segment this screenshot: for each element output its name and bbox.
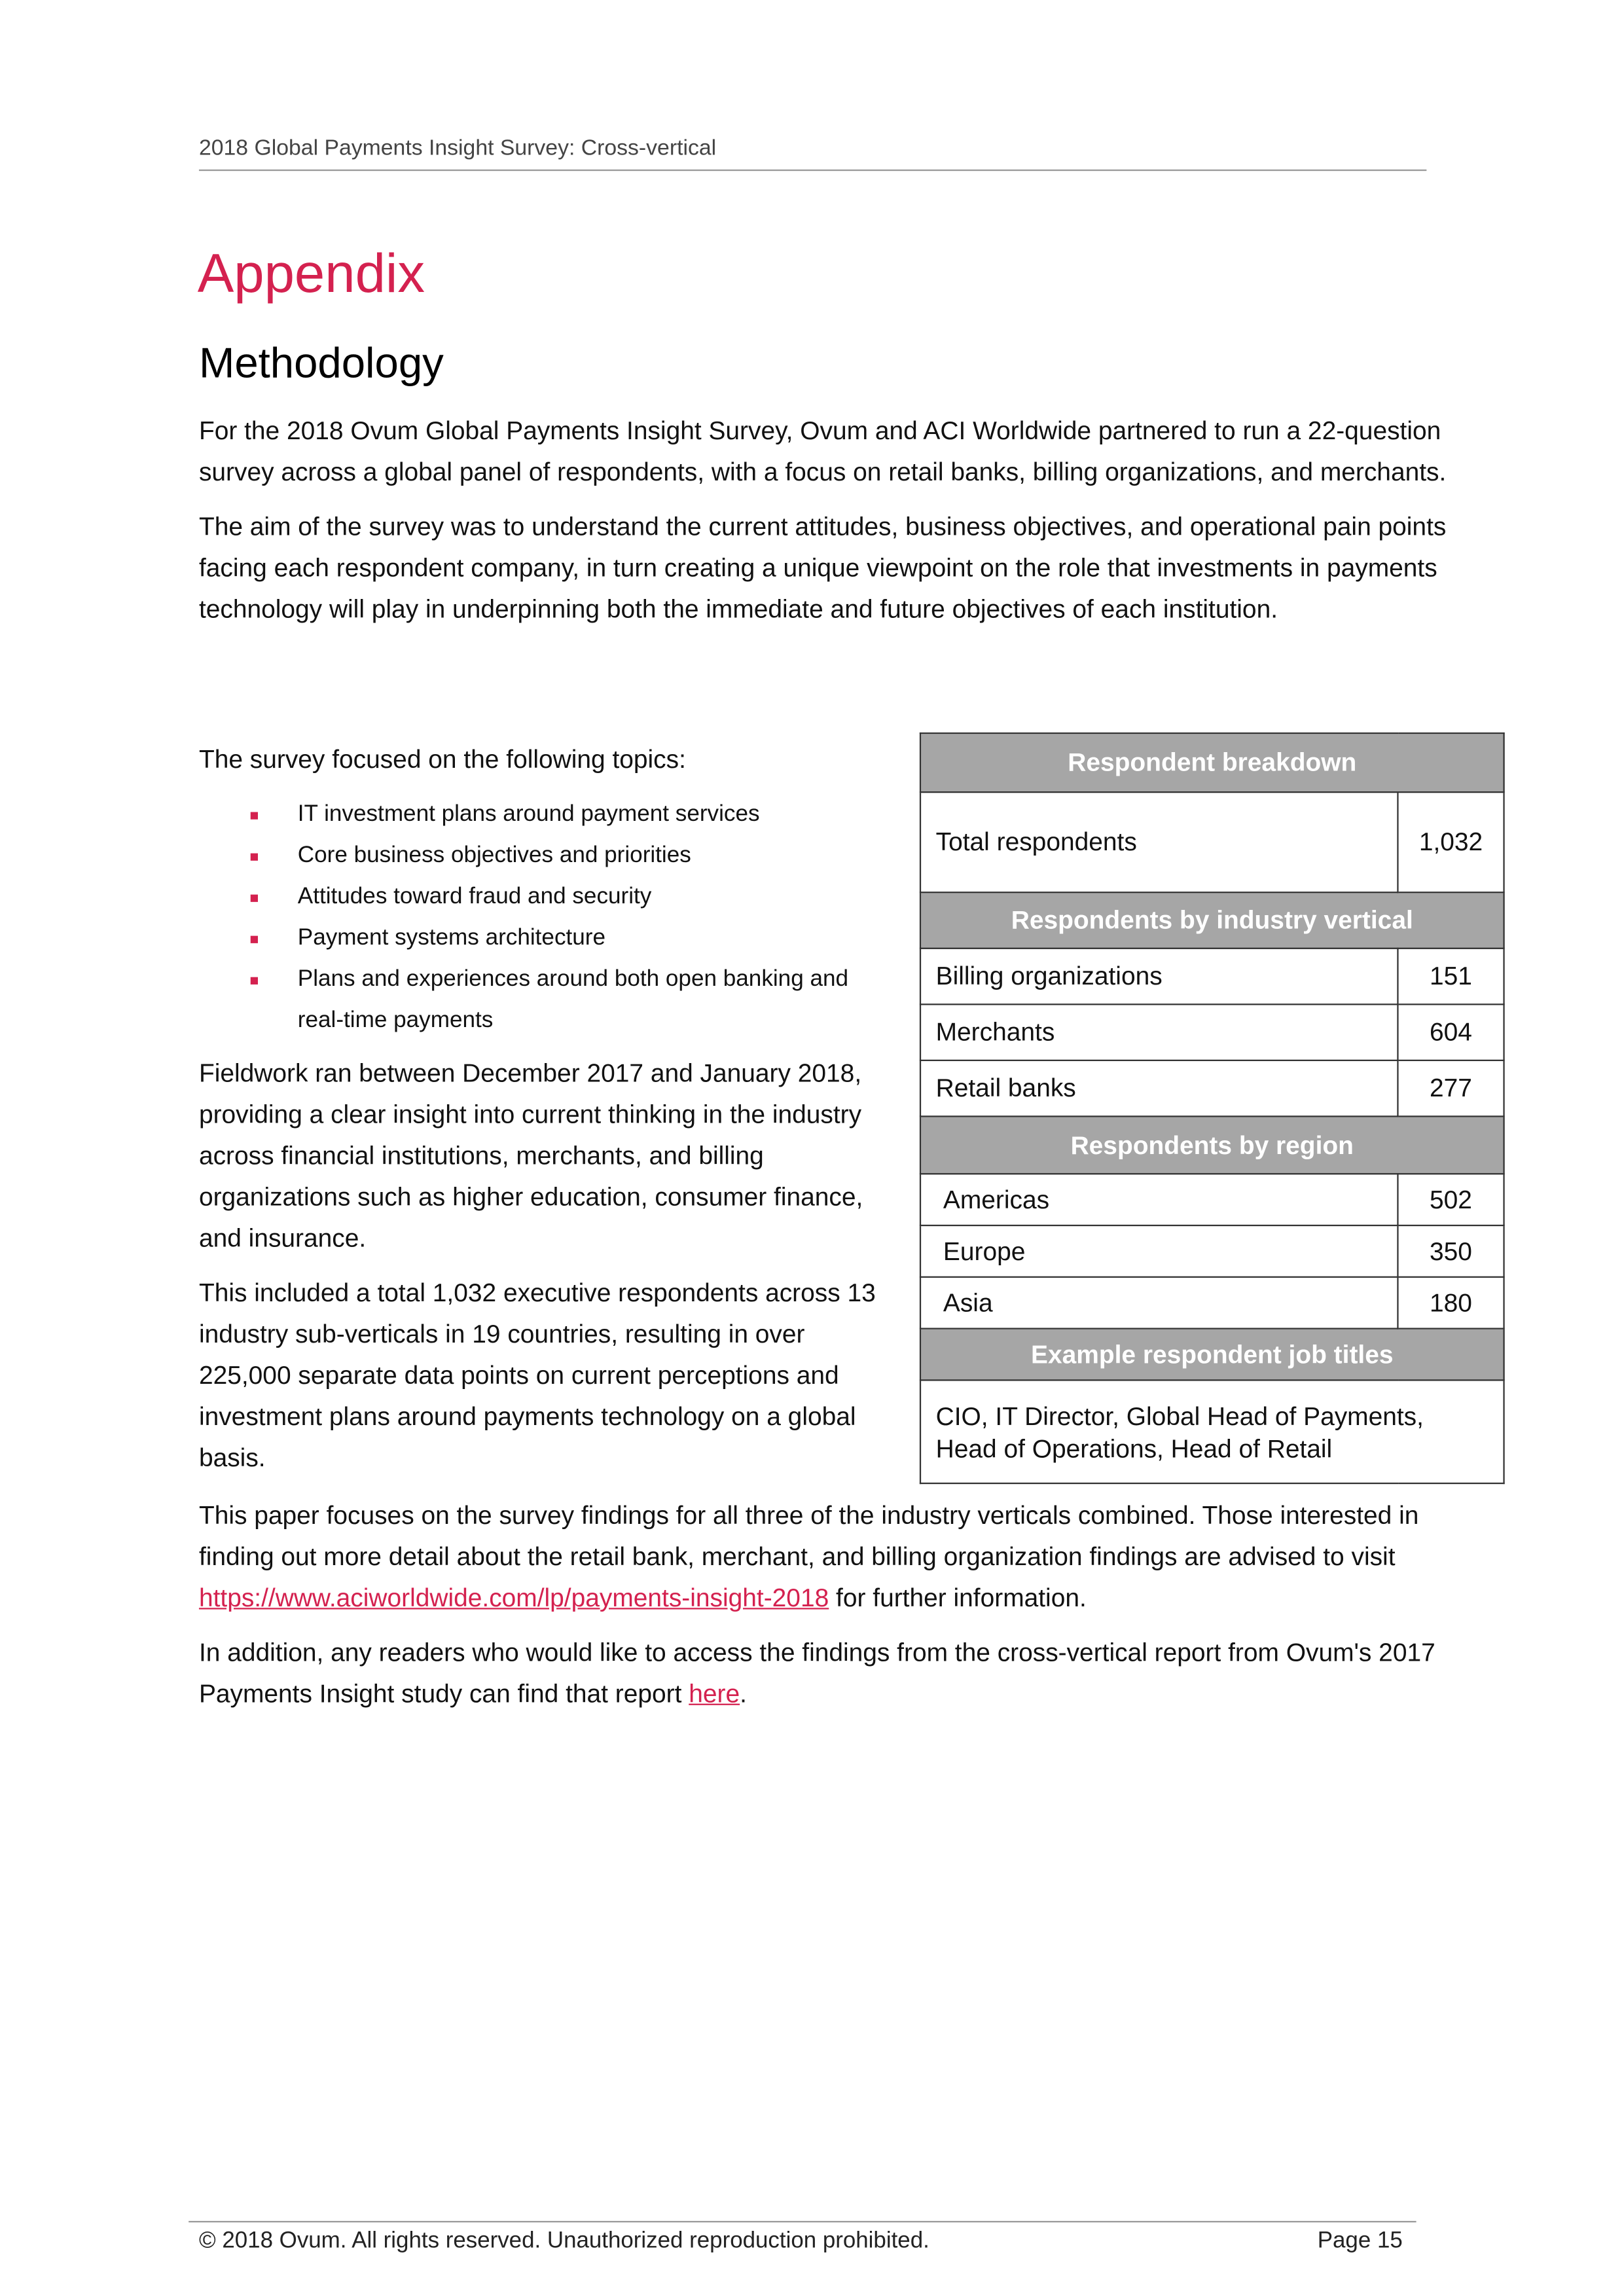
bullet-icon <box>251 854 258 861</box>
list-item: Core business objectives and priorities <box>199 836 862 877</box>
list-item: Payment systems architecture <box>199 918 862 960</box>
table-header: Example respondent job titles <box>920 1329 1504 1381</box>
topics-list <box>199 795 862 1042</box>
respondent-breakdown-table <box>920 732 1505 1484</box>
running-header: 2018 Global Payments Insight Survey: Cross-vertical <box>198 136 717 161</box>
bullet-icon <box>251 812 258 820</box>
paragraph-2017-report: In addition, any readers who would like to access the findings from the cross-vertical report from Ovum's 2017 Payments Insight study can find that report here. <box>198 1637 1435 1708</box>
table-header: Respondent breakdown <box>920 733 1504 792</box>
list-item: Plans and experiences around both open banking and real-time payments <box>199 960 862 1042</box>
bullet-icon <box>251 977 258 985</box>
table-row: Merchants 604 <box>920 1004 1504 1060</box>
page-number: Page 15 <box>1317 2228 1403 2254</box>
table-header: Respondents by industry vertical <box>920 892 1504 949</box>
table-row: CIO, IT Director, Global Head of Payments, Head of Operations, Head of Retail <box>920 1380 1504 1483</box>
list-item: Attitudes toward fraud and security <box>199 877 862 918</box>
table-row: Asia 180 <box>920 1277 1504 1329</box>
paragraph-fieldwork: Fieldwork ran between December 2017 and January 2018, providing a clear insight into current thinking in the industry across financial institutions, merchants, and billing organizations such as higher education, consumer finance, and insurance. <box>198 1058 863 1253</box>
table-row: Total respondents 1,032 <box>920 792 1504 892</box>
table-row: Americas 502 <box>920 1174 1504 1225</box>
header-divider <box>199 170 1426 171</box>
footer-copyright: © 2018 Ovum. All rights reserved. Unauthorized reproduction prohibited. <box>198 2228 929 2254</box>
table-row: Retail banks 277 <box>920 1060 1504 1117</box>
bullet-icon <box>251 895 258 902</box>
paragraph-respondents: This included a total 1,032 executive respondents across 13 industry sub-verticals in 19 countries, resulting in over 225,000 separate data points on current perceptions and investment plans around payments technology on a global basis. <box>198 1277 876 1473</box>
payments-insight-link[interactable]: https://www.aciworldwide.com/lp/payments-insight-2018 <box>198 1583 829 1613</box>
paragraph-focus: This paper focuses on the survey findings for all three of the industry verticals combined. Those interested in finding out more detail about the retail bank, merchant, and billing organization findings are advised to visit https://www.aciworldwide.com/lp/payments-insight-2018 for further information. <box>198 1500 1419 1613</box>
footer-divider <box>189 2221 1416 2222</box>
list-item: IT investment plans around payment services <box>199 795 862 836</box>
table-header: Respondents by region <box>920 1116 1504 1174</box>
table-row: Billing organizations 151 <box>920 949 1504 1005</box>
paragraph-intro: For the 2018 Ovum Global Payments Insight Survey, Ovum and ACI Worldwide partnered to run a 22-question survey across a global panel of respondents, with a focus on retail banks, billing organizations, and merchants. <box>198 415 1447 486</box>
topics-intro: The survey focused on the following topics: <box>198 744 686 774</box>
paragraph-aim: The aim of the survey was to understand the current attitudes, business objectives, and operational pain points facing each respondent company, in turn creating a unique viewpoint on the role that investments in payments technology will play in underpinning both the immediate and future objectives of each institution. <box>198 511 1447 624</box>
bullet-icon <box>251 936 258 943</box>
here-link[interactable]: here <box>689 1678 740 1708</box>
subsection-title: Methodology <box>198 340 444 388</box>
section-title: Appendix <box>197 243 425 304</box>
table-row: Europe 350 <box>920 1225 1504 1277</box>
